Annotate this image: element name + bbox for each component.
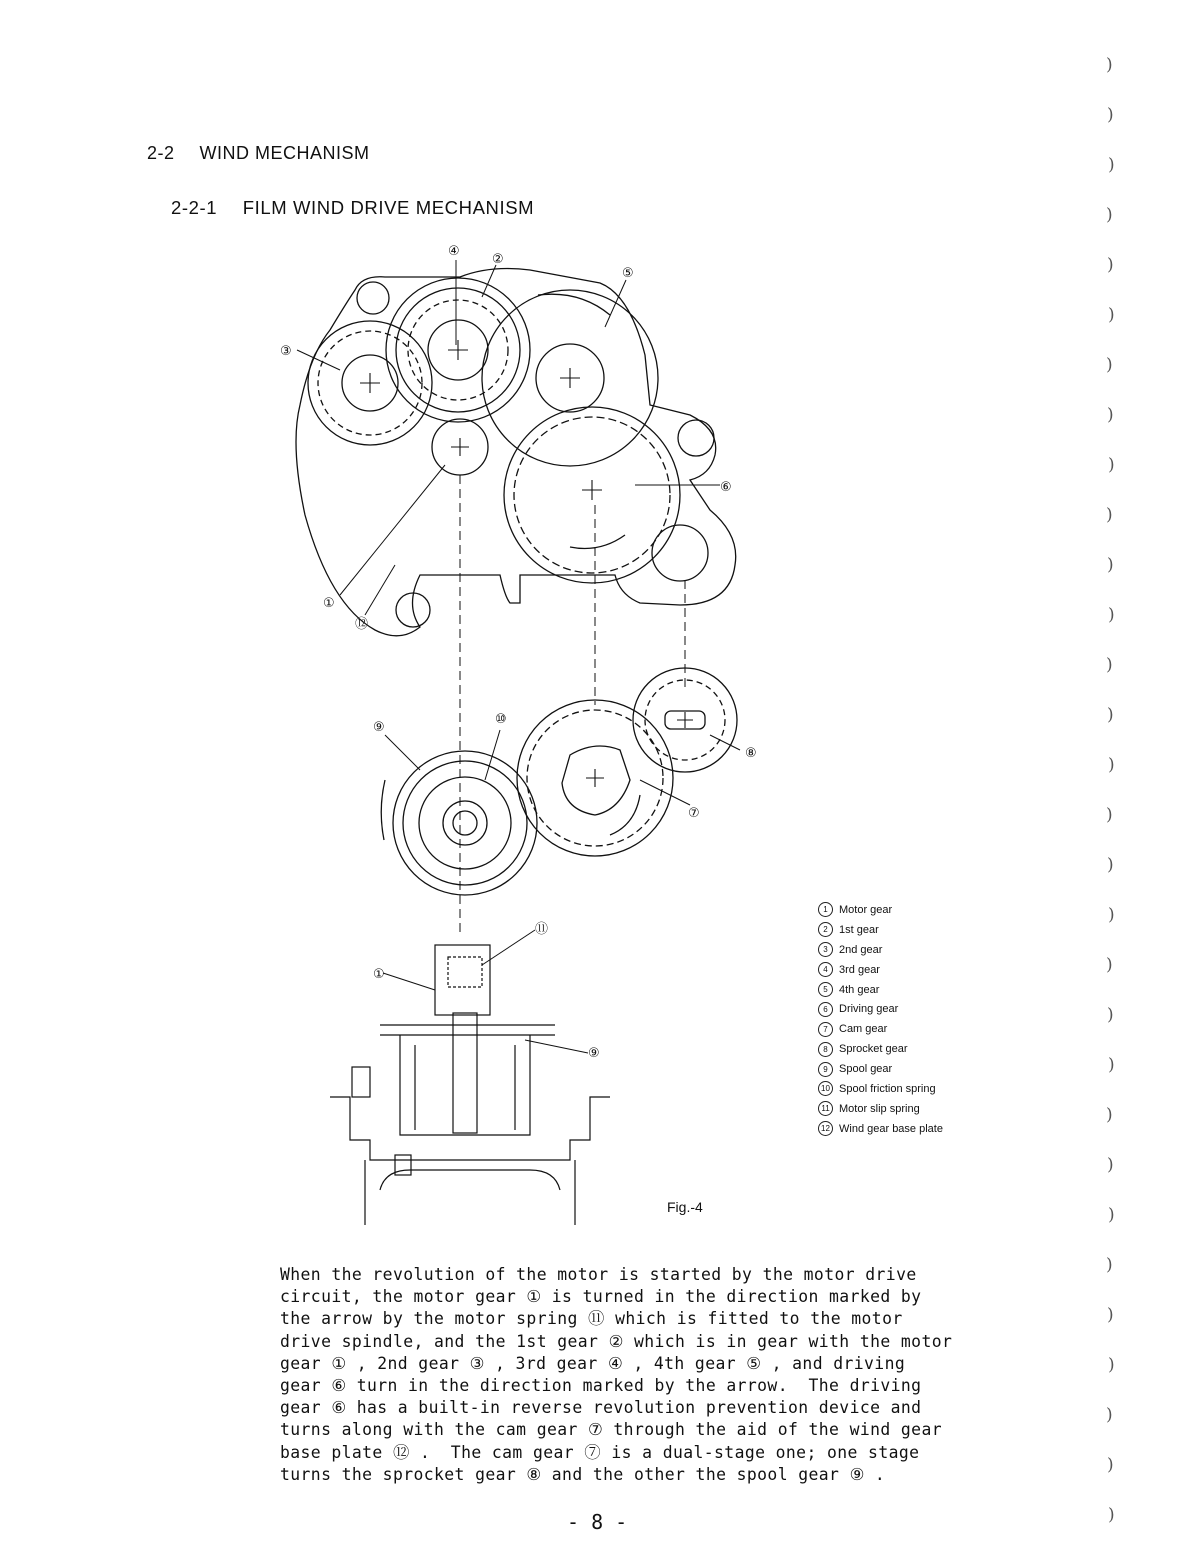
legend-item bbox=[818, 1119, 1018, 1139]
legend-number: 7 bbox=[818, 1022, 833, 1037]
subsection-number: 2-2-1 bbox=[171, 197, 218, 218]
edge-mark: ) bbox=[1107, 255, 1114, 275]
edge-mark: ) bbox=[1106, 1255, 1113, 1275]
legend-item bbox=[818, 980, 1018, 1000]
edge-mark: ) bbox=[1106, 355, 1113, 375]
parts-legend bbox=[818, 900, 1018, 1139]
legend-label: Motor slip spring bbox=[839, 1102, 920, 1115]
spool-gear-ring bbox=[403, 761, 527, 885]
body-line: turns the sprocket gear ⑧ and the other the spool gear ⑨ . bbox=[280, 1464, 886, 1484]
spindle bbox=[453, 1013, 477, 1133]
body-line: gear ⑥ turn in the direction marked by the arrow. The driving bbox=[280, 1376, 922, 1396]
body-line: circuit, the motor gear ① is turned in the direction marked by bbox=[280, 1287, 922, 1307]
edge-mark: ) bbox=[1106, 505, 1113, 525]
side-post bbox=[352, 1067, 370, 1097]
cam-arrow bbox=[610, 795, 640, 835]
binding-edge-marks bbox=[1106, 55, 1146, 1555]
edge-mark: ) bbox=[1106, 655, 1113, 675]
edge-mark: ) bbox=[1108, 1355, 1115, 1375]
callout-3: ③ bbox=[280, 344, 292, 359]
body-line: drive spindle, and the 1st gear ② which is in gear with the motor bbox=[280, 1331, 953, 1351]
edge-mark: ) bbox=[1108, 155, 1115, 175]
callout-6: ⑥ bbox=[720, 480, 732, 495]
legend-label: Cam gear bbox=[839, 1023, 888, 1036]
legend-number: 10 bbox=[818, 1081, 833, 1096]
edge-mark: ) bbox=[1106, 1405, 1113, 1425]
legend-number: 8 bbox=[818, 1042, 833, 1057]
body-line: turns along with the cam gear ⑦ through the aid of the wind gear bbox=[280, 1420, 942, 1440]
callout-11: ⑪ bbox=[535, 922, 549, 937]
edge-mark: ) bbox=[1107, 1455, 1114, 1475]
legend-number: 4 bbox=[818, 962, 833, 977]
driving-gear-arrow bbox=[570, 535, 625, 549]
body-paragraph bbox=[280, 1264, 1060, 1486]
edge-mark: ) bbox=[1107, 1155, 1114, 1175]
spool-gear-core bbox=[453, 811, 477, 835]
spool-gear-hub bbox=[443, 801, 487, 845]
callout-1-section: ① bbox=[373, 967, 385, 982]
projection-lines bbox=[460, 475, 685, 935]
body-line: gear ① , 2nd gear ③ , 3rd gear ④ , 4th gear ⑤ , and driving bbox=[280, 1353, 906, 1373]
edge-mark: ) bbox=[1107, 1305, 1114, 1325]
edge-mark: ) bbox=[1108, 905, 1115, 925]
legend-item bbox=[818, 1039, 1018, 1059]
callout-1: ① bbox=[323, 596, 335, 611]
legend-number: 3 bbox=[818, 942, 833, 957]
spool-arrow bbox=[381, 780, 385, 840]
edge-mark: ) bbox=[1107, 1005, 1114, 1025]
edge-mark: ) bbox=[1107, 855, 1114, 875]
edge-mark: ) bbox=[1108, 1205, 1115, 1225]
edge-mark: ) bbox=[1106, 805, 1113, 825]
legend-label: Wind gear base plate bbox=[839, 1122, 943, 1135]
plate-hole bbox=[357, 282, 389, 314]
base-body bbox=[330, 1097, 610, 1225]
legend-number: 11 bbox=[818, 1101, 833, 1116]
body-line: When the revolution of the motor is started by the motor drive bbox=[280, 1265, 917, 1284]
gear-centres bbox=[360, 340, 602, 500]
callout-8: ⑧ bbox=[745, 746, 757, 761]
section-number: 2-2 bbox=[147, 143, 175, 163]
edge-mark: ) bbox=[1108, 1505, 1115, 1525]
body-line: the arrow by the motor spring ⑪ which is fitted to the motor bbox=[280, 1309, 903, 1329]
edge-mark: ) bbox=[1108, 755, 1115, 775]
legend-item bbox=[818, 1059, 1018, 1079]
legend-item bbox=[818, 900, 1018, 920]
edge-mark: ) bbox=[1108, 1055, 1115, 1075]
subsection-title: FILM WIND DRIVE MECHANISM bbox=[242, 197, 535, 218]
page-number: - 8 - bbox=[567, 1510, 628, 1534]
top-view-gear-train bbox=[296, 269, 736, 636]
legend-item bbox=[818, 920, 1018, 940]
legend-label: 4th gear bbox=[839, 983, 880, 996]
callout-9-section: ⑨ bbox=[588, 1046, 600, 1061]
legend-label: 2nd gear bbox=[839, 943, 883, 956]
callout-9: ⑨ bbox=[373, 720, 385, 735]
legend-number: 12 bbox=[818, 1121, 833, 1136]
plate-hole bbox=[678, 420, 714, 456]
edge-mark: ) bbox=[1106, 55, 1113, 75]
spool-gear bbox=[393, 751, 537, 895]
legend-number: 6 bbox=[818, 1002, 833, 1017]
legend-item bbox=[818, 940, 1018, 960]
edge-mark: ) bbox=[1107, 105, 1114, 125]
legend-number: 1 bbox=[818, 902, 833, 917]
edge-mark: ) bbox=[1107, 405, 1114, 425]
edge-mark: ) bbox=[1106, 955, 1113, 975]
legend-label: 3rd gear bbox=[839, 963, 880, 976]
lower-gear-set bbox=[381, 668, 737, 895]
fourth-gear-arrow bbox=[538, 294, 610, 315]
body-line: base plate ⑫ . The cam gear ⑦ is a dual-stage one; one stage bbox=[280, 1442, 920, 1462]
section-heading bbox=[147, 143, 370, 164]
body-line: gear ⑥ has a built-in reverse revolution prevention device and bbox=[280, 1398, 922, 1418]
edge-mark: ) bbox=[1108, 605, 1115, 625]
subsection-heading bbox=[171, 197, 534, 219]
legend-label: Spool gear bbox=[839, 1063, 893, 1076]
legend-item bbox=[818, 1099, 1018, 1119]
callout-4: ④ bbox=[448, 244, 460, 259]
legend-label: Spool friction spring bbox=[839, 1082, 936, 1095]
edge-mark: ) bbox=[1106, 1105, 1113, 1125]
legend-label: Sprocket gear bbox=[839, 1043, 908, 1056]
callout-5: ⑤ bbox=[622, 266, 634, 281]
legend-item bbox=[818, 1079, 1018, 1099]
spool-friction-spring bbox=[419, 777, 511, 869]
wind-mechanism-diagram bbox=[270, 235, 790, 1225]
callout-10: ⑩ bbox=[495, 712, 507, 727]
legend-label: Motor gear bbox=[839, 903, 893, 916]
spool-housing bbox=[380, 1025, 555, 1135]
edge-mark: ) bbox=[1107, 555, 1114, 575]
callout-12: ⑫ bbox=[355, 617, 369, 632]
edge-mark: ) bbox=[1108, 305, 1115, 325]
section-title: WIND MECHANISM bbox=[199, 143, 370, 163]
edge-mark: ) bbox=[1106, 205, 1113, 225]
base-bottom bbox=[380, 1170, 560, 1190]
legend-item bbox=[818, 960, 1018, 980]
legend-number: 2 bbox=[818, 922, 833, 937]
legend-number: 5 bbox=[818, 982, 833, 997]
edge-mark: ) bbox=[1107, 705, 1114, 725]
legend-number: 9 bbox=[818, 1062, 833, 1077]
sectional-view bbox=[330, 945, 610, 1225]
legend-label: Driving gear bbox=[839, 1003, 899, 1016]
callout-7: ⑦ bbox=[688, 806, 700, 821]
legend-item bbox=[818, 999, 1018, 1019]
edge-mark: ) bbox=[1108, 455, 1115, 475]
legend-label: 1st gear bbox=[839, 923, 879, 936]
motor-slip-spring bbox=[448, 957, 482, 987]
leader-lines bbox=[297, 260, 740, 1053]
legend-item bbox=[818, 1019, 1018, 1039]
cam-profile bbox=[562, 746, 630, 815]
lower-centres bbox=[586, 712, 693, 787]
figure-caption: Fig.-4 bbox=[667, 1199, 703, 1215]
callout-2: ② bbox=[492, 252, 504, 267]
